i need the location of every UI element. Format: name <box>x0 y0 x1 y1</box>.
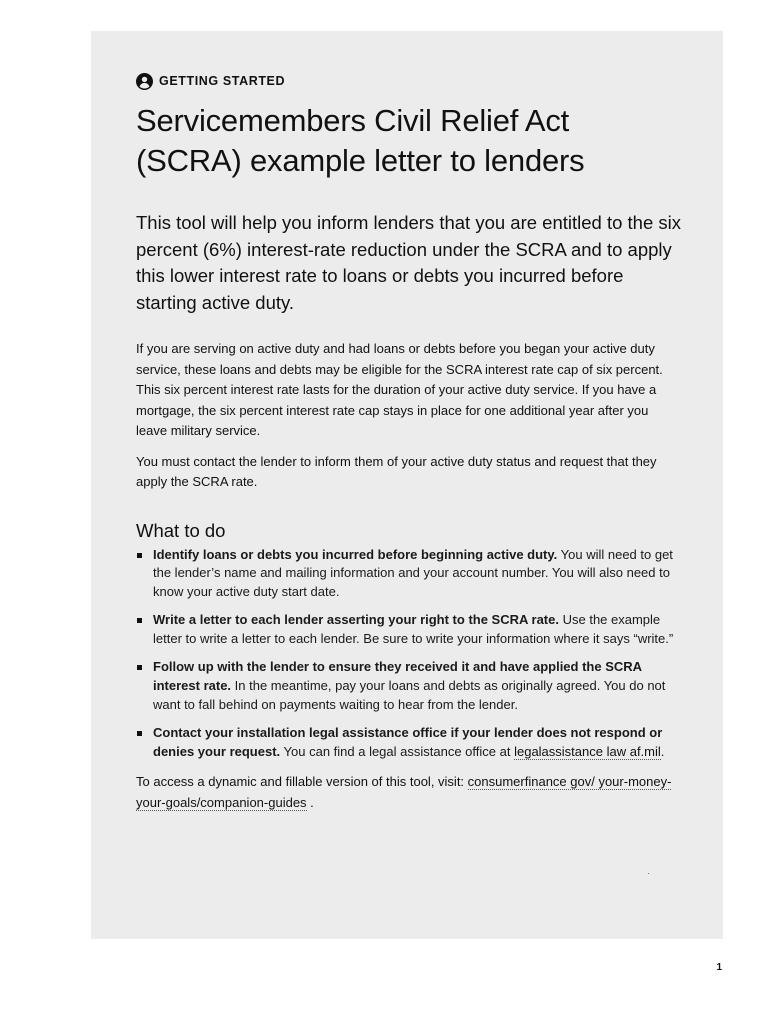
footer-text: To access a dynamic and fillable version of this tool, visit: <box>136 774 468 790</box>
footer-period: . <box>306 795 314 811</box>
body-paragraph-2: You must contact the lender to inform them of your active duty status and request that they apply the SCRA rate. <box>136 453 657 489</box>
companion-guides-link[interactable]: consumerfinance gov/ your-money-your-goals/companion-guides <box>136 774 672 811</box>
step-period: . <box>660 743 665 759</box>
what-to-do-heading: What to do <box>136 519 226 541</box>
step-text: In the meantime, pay your loans and debts as originally agreed. You do not want to fall behind on payments waiting to hear from the lender. <box>153 678 666 712</box>
step-bold: Identify loans or debts you incurred before beginning active duty. <box>153 546 558 562</box>
intro-text: This tool will help you inform lenders that you are entitled to the six percent (6%) interest-rate reduction under the SCRA and to apply this lower interest rate to loans or debts you incurred before starting active duty. <box>136 212 682 313</box>
list-item <box>136 546 681 602</box>
section-tag <box>136 71 681 91</box>
stray-mark <box>648 873 649 874</box>
section-label: GETTING STARTED <box>159 74 286 88</box>
step-bold: Write a letter to each lender asserting your right to the SCRA rate. <box>153 612 559 628</box>
content <box>136 71 681 813</box>
step-bold: Contact your installation legal assistance office if your lender does not respond or denies your request. <box>153 725 663 759</box>
page-title: Servicemembers Civil Relief Act (SCRA) example letter to lenders <box>136 103 585 178</box>
step-text: Use the example letter to write a letter to each lender. Be sure to write your information where it says “write.” <box>153 612 674 646</box>
bullet-icon <box>137 553 142 558</box>
person-circle-icon <box>136 73 153 90</box>
page-number: 1 <box>716 962 722 973</box>
legal-assistance-link[interactable]: legalassistance law af.mil <box>514 743 661 759</box>
document-panel <box>91 31 723 939</box>
steps-list <box>136 546 681 762</box>
list-item <box>136 658 681 714</box>
step-text: You will need to get the lender’s name and mailing information and your account number. You will also need to know your active duty start date. <box>153 546 673 599</box>
list-item <box>136 724 681 761</box>
step-text: You can find a legal assistance office at <box>280 743 515 759</box>
bullet-icon <box>137 618 142 623</box>
footer-paragraph <box>136 771 681 813</box>
list-item <box>136 611 681 648</box>
body-paragraph-1: If you are serving on active duty and had loans or debts before you began your active duty service, these loans and debts may be eligible for the SCRA interest rate cap of six percent. This six percent interest rate lasts for the duration of your active duty service. If you have a mortgage, the six percent interest rate cap stays in place for one additional year after you leave military service. <box>136 341 663 438</box>
bullet-icon <box>137 731 142 736</box>
bullet-icon <box>137 665 142 670</box>
step-bold: Follow up with the lender to ensure they received it and have applied the SCRA interest rate. <box>153 659 642 694</box>
